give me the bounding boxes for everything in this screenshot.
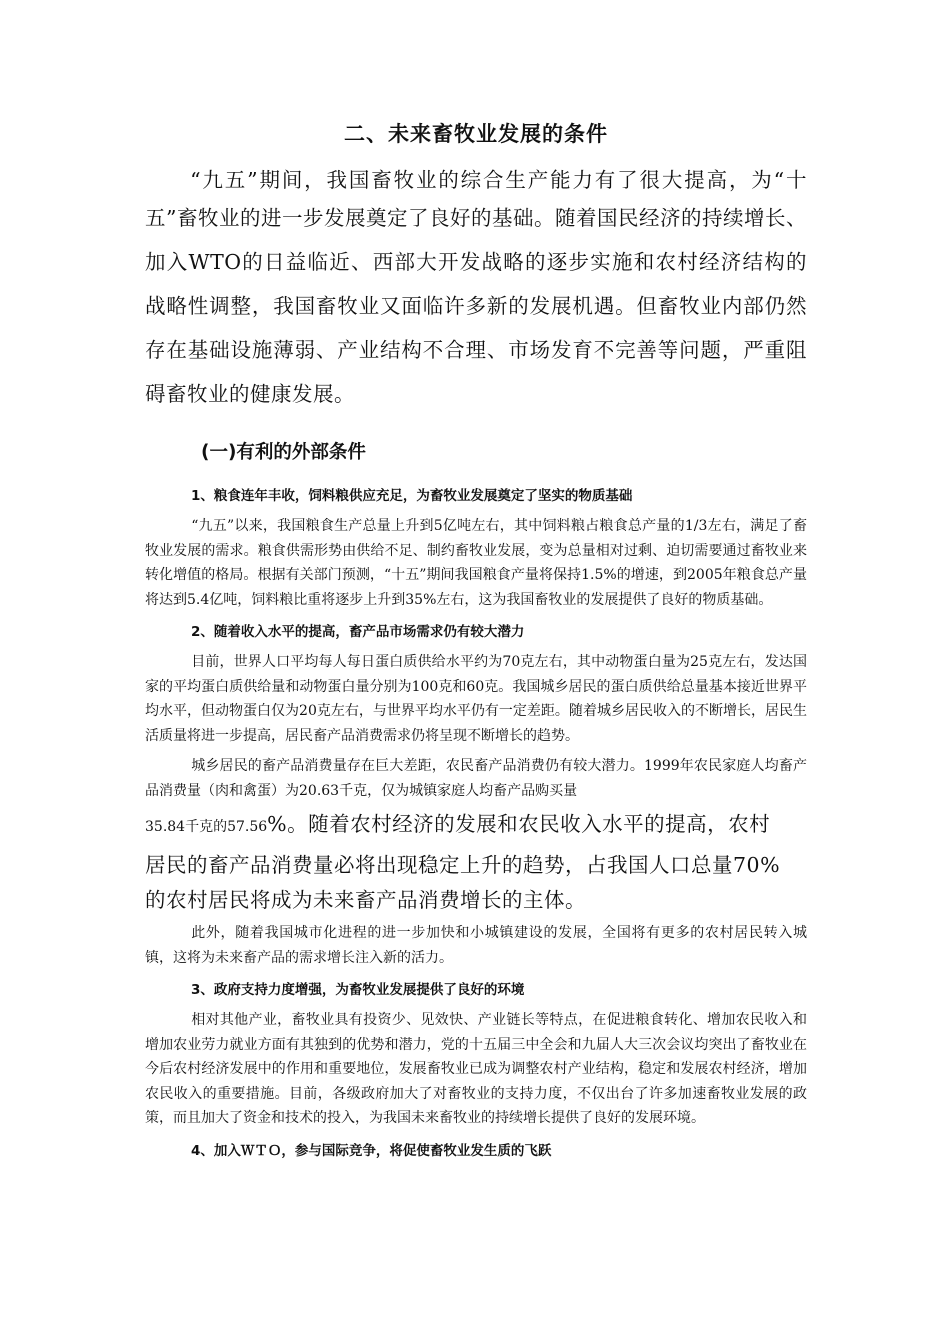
item-2-paragraph-2-part-c: %。随着农村经济的发展和农民收入水平的提高，农村	[267, 812, 771, 836]
item-2-paragraph-1: 目前，世界人口平均每人每日蛋白质供给水平约为70克左右，其中动物蛋白量为25克左右，发达国家的平均蛋白质供给量和动物蛋白量分别为100克和60克。我国城乡居民的蛋白质供给总量基本接近世界平均水平，但动物蛋白仅为20克左右，与世界平均水平仍有一定差距。随着城乡居民收入的不断增长，居民生活质量将进一步提高，居民畜产品消费需求仍将呈现不断增长的趋势。	[145, 654, 807, 744]
item-2-paragraph-2-part-b: 35.84千克的57.56	[145, 819, 268, 835]
intro-paragraph	[145, 164, 807, 416]
section-title: (一)有利的外部条件	[201, 442, 366, 463]
item-1-paragraph: “九五”以来，我国粮食生产总量上升到5亿吨左右，其中饲料粮占粮食总产量的1/3左右，满足了畜牧业发展的需求。粮食供需形势由供给不足、制约畜牧业发展，变为总量相对过剩、迫切需要通过畜牧业来转化增值的格局。根据有关部门预测，“十五”期间我国粮食产量将保持1.5%的增速，到2005年粮食总产量将达到5.4亿吨，饲料粮比重将逐步上升到35%左右，这为我国畜牧业的发展提供了良好的物质基础。	[145, 518, 807, 608]
item-2-paragraph-2-part-d: 居民的畜产品消费量必将出现稳定上升的趋势，占我国人口总量70%	[145, 853, 781, 877]
item-2-title: 2、随着收入水平的提高，畜产品市场需求仍有较大潜力	[191, 624, 525, 640]
intro-line-1: “九五”期间，我国畜牧业的综合生产能力有了很大提高，为“十五”畜牧业的进一步发展奠定了良好的基础。随着国民经济的持	[145, 168, 807, 230]
item-2-paragraph-2	[145, 754, 807, 917]
item-1-title: 1、粮食连年丰收，饲料粮供应充足，为畜牧业发展奠定了坚实的物质基础	[191, 488, 633, 504]
item-4-title: 4、加入ＷＴＯ，参与国际竞争，将促使畜牧业发生质的飞跃	[191, 1142, 552, 1159]
chapter-title: 二、未来畜牧业发展的条件	[344, 122, 608, 146]
item-2-paragraph-2-part-a: 城乡居民的畜产品消费量存在巨大差距，农民畜产品消费仍有较大潜力。1999年农民家庭人均畜产品消费量（肉和禽蛋）为20.63千克，仅为城镇家庭人均畜产品购买量	[145, 758, 807, 799]
item-3-title: 3、政府支持力度增强，为畜牧业发展提供了良好的环境	[191, 982, 525, 998]
item-2-paragraph-2-line-2	[145, 803, 807, 847]
item-3-paragraph: 相对其他产业，畜牧业具有投资少、见效快、产业链长等特点，在促进粮食转化、增加农民收入和增加农业劳力就业方面有其独到的优势和潜力，党的十五届三中全会和九届人大三次会议均突出了畜牧业在今后农村经济发展中的作用和重要地位，发展畜牧业已成为调整农村产业结构，稳定和发展农村经济，增加农民收入的重要措施。目前，各级政府加大了对畜牧业的支持力度，不仅出台了许多加速畜牧业发展的政策，而且加大了资金和技术的投入，为我国未来畜牧业的持续增长提供了良好的发展环境。	[145, 1012, 807, 1126]
item-2-paragraph-2-part-e: 的农村居民将成为未来畜产品消费增长的主体。	[145, 888, 586, 912]
intro-line-2: 续增长、加入WTO的日益临近、西部大开发战略的逐步实施和农村经	[145, 206, 808, 274]
document-body	[145, 118, 807, 1169]
intro-line-3: 济结构的战略性调整，我国畜牧业又面临许多新的发展机遇。但畜牧业内部仍然存在基础设施薄弱、产业结构不合理、市场发育不完善等问题，严重阻碍畜牧业的健康发展。	[145, 250, 807, 406]
item-2-paragraph-3: 此外，随着我国城市化进程的进一步加快和小城镇建设的发展，全国将有更多的农村居民转入城镇，这将为未来畜产品的需求增长注入新的活力。	[145, 925, 807, 966]
